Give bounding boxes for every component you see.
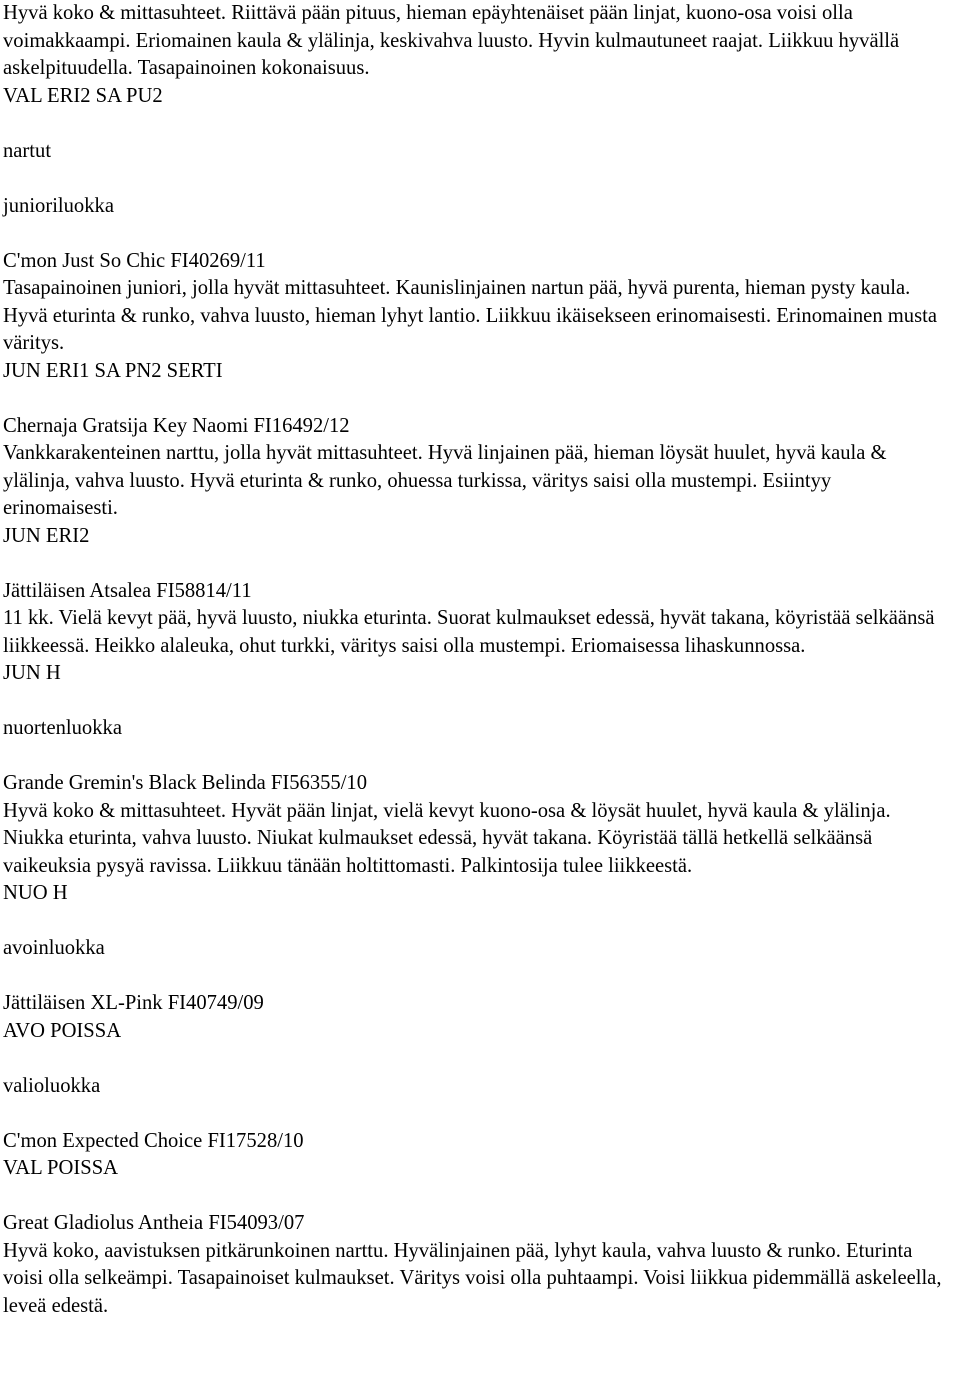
dog-result: JUN ERI2 — [3, 524, 90, 547]
dog-name: Grande Gremin's Black Belinda FI56355/10 — [3, 772, 368, 794]
dog-name: C'mon Just So Chic FI40269/11 — [3, 249, 266, 272]
section-heading-females: nartut — [3, 139, 52, 162]
dog-result: JUN ERI1 SA PN2 SERTI — [3, 359, 223, 382]
class-heading-junior: junioriluokka — [3, 194, 114, 217]
dog-result: VAL POISSA — [3, 1157, 119, 1179]
dog-name: C'mon Expected Choice FI17528/10 — [3, 1129, 304, 1152]
intro-result: VAL ERI2 SA PU2 — [3, 84, 163, 107]
class-heading-youth: nuortenluokka — [3, 717, 122, 739]
dog-result: JUN H — [3, 662, 61, 684]
dog-name: Great Gladiolus Antheia FI54093/07 — [3, 1212, 305, 1234]
class-heading-champion: valioluokka — [3, 1074, 101, 1097]
dog-name: Jättiläisen Atsalea FI58814/11 — [3, 579, 252, 602]
dog-critique: Hyvä koko, aavistuksen pitkärunkoinen narttu. Hyvälinjainen pää, lyhyt kaula, vahva luusto & runko. Eturinta voisi olla selkeämpi. Tasapainoiset kulmaukset. Väritys voisi olla puhtaampi. Voisi liikkua pidemmällä askeleella, leveä edestä. — [3, 1239, 942, 1317]
class-heading-open: avoinluokka — [3, 937, 105, 959]
dog-result: AVO POISSA — [3, 1019, 122, 1042]
dog-critique: 11 kk. Vielä kevyt pää, hyvä luusto, niukka eturinta. Suorat kulmaukset edessä, hyvät takana, köyristää selkäänsä liikkeessä. Heikko alaleuka, ohut turkki, väritys saisi olla mustempi. Eriomaisessa lihaskunnossa. — [3, 607, 935, 657]
dog-critique: Hyvä koko & mittasuhteet. Hyvät pään linjat, vielä kevyt kuono-osa & löysät huulet, hyvä kaula & ylälinja. Niukka eturinta, vahva luusto. Niukat kulmaukset edessä, hyvät takana. Köyristää tällä hetkellä selkäänsä vaikeuksia pysyä ravissa. Liikkuu tänään holtittomasti. Palkintosija tulee liikkeestä. — [3, 799, 891, 877]
dog-critique: Vankkarakenteinen narttu, jolla hyvät mittasuhteet. Hyvä linjainen pää, hieman löysät huulet, hyvä kaula & ylälinja, vahva luusto. Hyvä eturinta & runko, ohuessa turkissa, väritys saisi olla mustempi. Esiintyy erinomaisesti. — [3, 442, 887, 519]
dog-name: Jättiläisen XL-Pink FI40749/09 — [3, 992, 264, 1014]
dog-name: Chernaja Gratsija Key Naomi FI16492/12 — [3, 414, 350, 437]
intro-critique: Hyvä koko & mittasuhteet. Riittävä pään pituus, hieman epäyhtenäiset pään linjat, kuono-osa voisi olla voimakkaampi. Eriomainen kaula & ylälinja, keskivahva luusto. Hyvin kulmautuneet raajat. Liikkuu hyvällä askelpituudella. Tasapainoinen kokonaisuus. — [3, 2, 900, 79]
dog-result: NUO H — [3, 882, 68, 904]
dog-critique: Tasapainoinen juniori, jolla hyvät mittasuhteet. Kaunislinjainen nartun pää, hyvä purenta, hieman pysty kaula. Hyvä eturinta & runko, vahva luusto, hieman lyhyt lantio. Liikkuu ikäisekseen erinomaisesti. Erinomainen musta väritys. — [3, 277, 937, 354]
